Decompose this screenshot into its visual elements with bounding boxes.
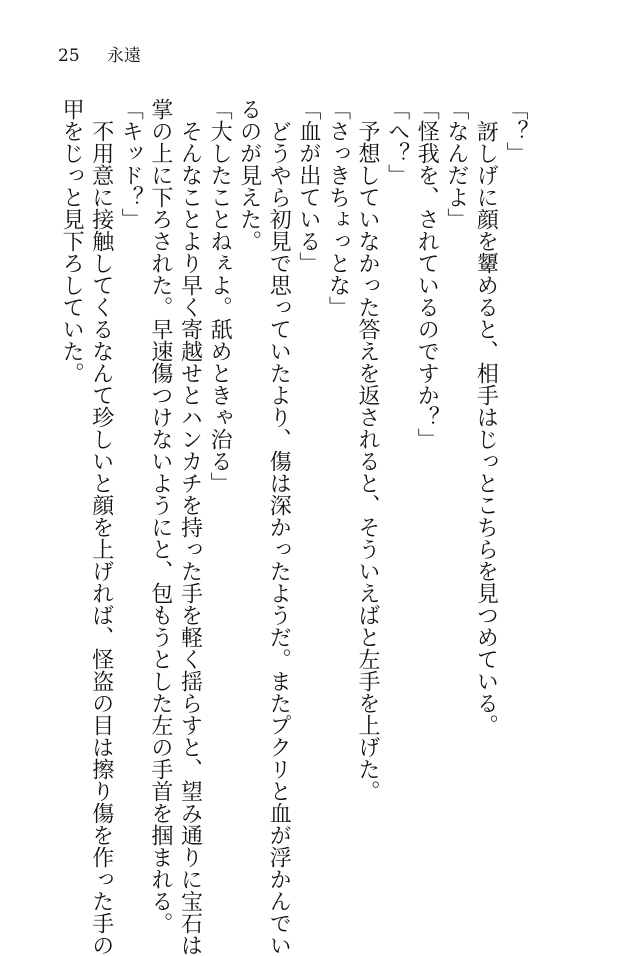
text-line: 「？」 [503, 98, 528, 164]
text-line: そんなことより早く寄越せとハンカチを持った手を軽く揺らすと、望み通りに宝石は [177, 98, 203, 956]
text-line: 「キッド？」 [118, 98, 144, 230]
text-line: 不用意に接触してくるなんて珍しいと顔を上げれば、怪盗の目は擦り傷を作った手の [88, 98, 114, 956]
text-line: 掌の上に下ろされた。早速傷つけないようにと、包もうとした左の手首を掴まれる。 [147, 98, 173, 934]
text-line: るのが見えた。 [236, 98, 262, 252]
text-line: 訝しげに顔を顰めると、相手はじっとこちらを見つめている。 [473, 98, 499, 736]
text-line: 予想していなかった答えを返されると、そういえばと左手を上げた。 [355, 98, 381, 802]
text-line: どうやら初見で思っていたより、傷は深かったようだ。またプクリと血が浮かんでい [266, 98, 292, 956]
text-line: 「へ？」 [384, 98, 410, 186]
text-line: 「怪我を、されているのですか？」 [414, 98, 440, 450]
vertical-text-body [57, 98, 531, 956]
text-line: 「さっきちょっとな」 [325, 98, 351, 318]
text-line: 甲をじっと見下ろしていた。 [59, 98, 85, 384]
chapter-title: 永遠 [107, 46, 142, 66]
text-line: 「血が出ている」 [295, 98, 321, 274]
page-header [58, 46, 141, 66]
text-line: 「なんだよ」 [443, 98, 469, 230]
page-number: 25 [58, 46, 80, 66]
text-line: 「大したことねぇよ。舐めときゃ治る」 [207, 98, 233, 494]
